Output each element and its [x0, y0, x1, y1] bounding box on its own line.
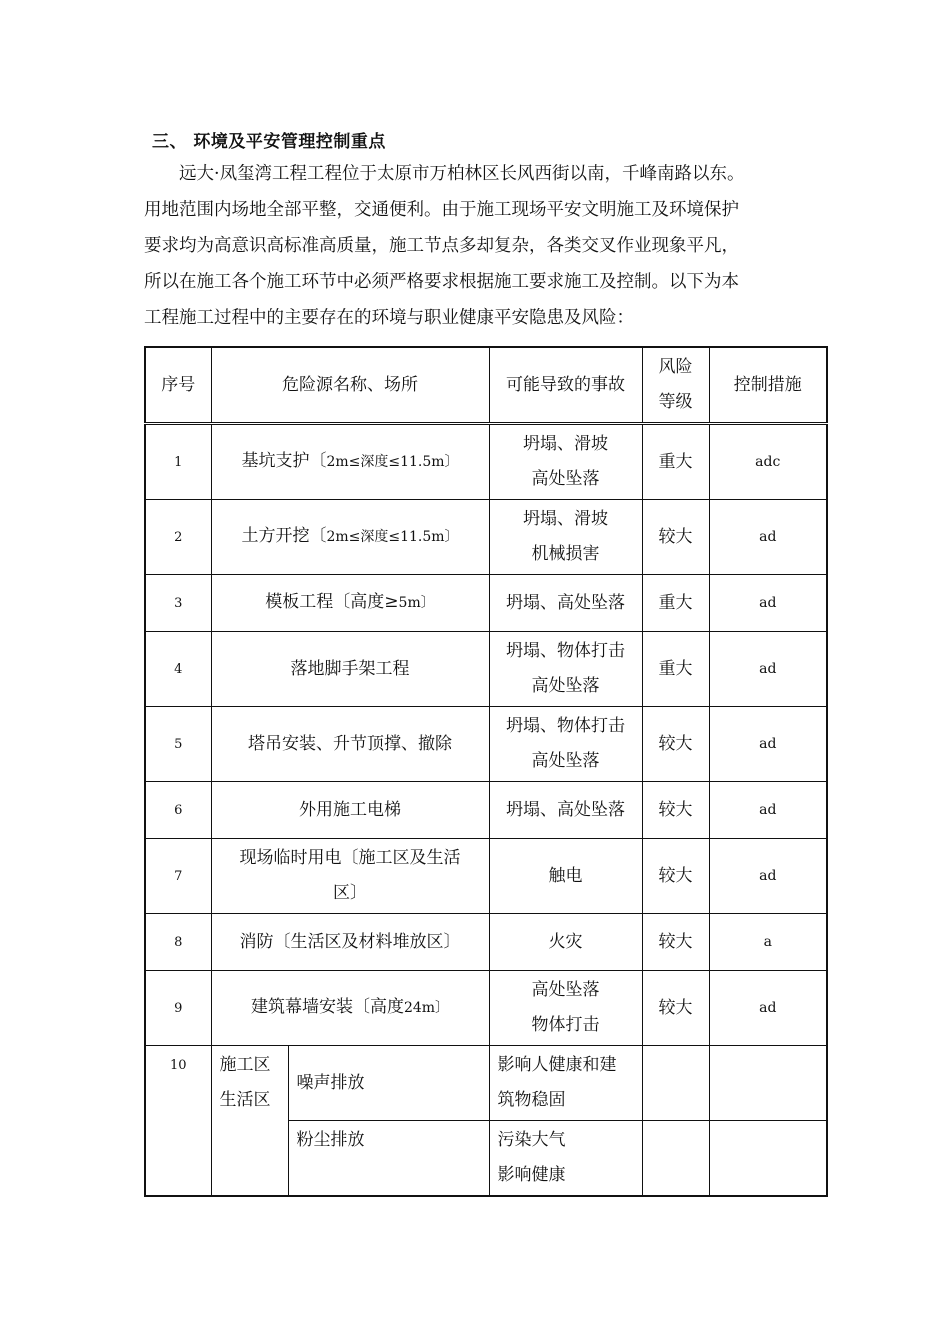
row-no: 2: [145, 500, 211, 575]
row-control: ad: [709, 971, 827, 1046]
row-hazard: 落地脚手架工程: [211, 632, 489, 707]
paragraph-line: 所以在施工各个施工环节中必须严格要求根据施工要求施工及控制。以下为本: [144, 272, 739, 292]
row-accident: 触电: [489, 839, 642, 914]
paragraph-line: 用地范围内场地全部平整，交通便利。由于施工现场平安文明施工及环境保护: [144, 200, 739, 220]
row-accident: 火灾: [489, 914, 642, 971]
row-level: 重大: [642, 632, 709, 707]
table-row: [145, 632, 827, 707]
row-level: 较大: [642, 839, 709, 914]
row-level: 较大: [642, 971, 709, 1046]
row-hazard: 外用施工电梯: [211, 782, 489, 839]
row-control: [709, 1121, 827, 1197]
row-control: a: [709, 914, 827, 971]
header-hazard: 危险源名称、场所: [211, 347, 489, 424]
row-control: adc: [709, 424, 827, 500]
row-level: 较大: [642, 914, 709, 971]
row-control: ad: [709, 782, 827, 839]
intro-paragraph: [144, 156, 826, 336]
header-level-line: 等级: [658, 392, 693, 412]
row-no: 8: [145, 914, 211, 971]
section-heading: 三、 环境及平安管理控制重点: [152, 132, 386, 152]
table-row: [145, 707, 827, 782]
row-accident: 坍塌、高处坠落: [489, 575, 642, 632]
table-header-row: [145, 347, 827, 424]
table-row: [145, 914, 827, 971]
row-hazard: 模板工程〔高度≥5m〕: [211, 575, 489, 632]
row-level: 重大: [642, 424, 709, 500]
paragraph-line: 工程施工过程中的主要存在的环境与职业健康平安隐患及风险：: [144, 308, 634, 328]
table-row: [145, 782, 827, 839]
row-hazard: 基坑支护〔2m≤深度≤11.5m〕: [211, 424, 489, 500]
paragraph-line: 要求均为高意识高标准高质量，施工节点多却复杂，各类交叉作业现象平凡，: [144, 236, 739, 256]
row-hazard: 建筑幕墙安装〔高度24m〕: [211, 971, 489, 1046]
row-accident: 污染大气 影响健康: [489, 1121, 642, 1197]
row-hazard: 噪声排放: [288, 1046, 489, 1121]
row-level: 重大: [642, 575, 709, 632]
row-control: ad: [709, 500, 827, 575]
table-row: [145, 839, 827, 914]
row-accident: 坍塌、滑坡 机械损害: [489, 500, 642, 575]
row-accident: 高处坠落 物体打击: [489, 971, 642, 1046]
table-row: [145, 575, 827, 632]
row-no: 6: [145, 782, 211, 839]
row-no: 9: [145, 971, 211, 1046]
row-no: 10: [145, 1046, 211, 1197]
table-row: [145, 1046, 827, 1121]
row-level: 较大: [642, 782, 709, 839]
header-accident: 可能导致的事故: [489, 347, 642, 424]
header-control: 控制措施: [709, 347, 827, 424]
row-no: 4: [145, 632, 211, 707]
row-no: 3: [145, 575, 211, 632]
row-accident: 坍塌、物体打击 高处坠落: [489, 632, 642, 707]
row-accident: 坍塌、滑坡 高处坠落: [489, 424, 642, 500]
risk-table: [144, 346, 828, 1197]
table-row: [145, 424, 827, 500]
row-control: [709, 1046, 827, 1121]
row-hazard: 土方开挖〔2m≤深度≤11.5m〕: [211, 500, 489, 575]
row-hazard: 消防〔生活区及材料堆放区〕: [211, 914, 489, 971]
table-row: [145, 500, 827, 575]
row-no: 5: [145, 707, 211, 782]
row-hazard: 粉尘排放: [288, 1121, 489, 1197]
row-no: 7: [145, 839, 211, 914]
header-level: [642, 347, 709, 424]
row-control: ad: [709, 632, 827, 707]
row-control: ad: [709, 707, 827, 782]
row-control: ad: [709, 575, 827, 632]
header-level-line: 风险: [658, 357, 693, 377]
header-no: 序号: [145, 347, 211, 424]
row-hazard: 现场临时用电〔施工区及生活 区〕: [211, 839, 489, 914]
row-control: ad: [709, 839, 827, 914]
row-level: [642, 1121, 709, 1197]
row-level: 较大: [642, 500, 709, 575]
row-area: 施工区 生活区: [211, 1046, 288, 1197]
table-row: [145, 971, 827, 1046]
row-level: [642, 1046, 709, 1121]
paragraph-line: 远大·凤玺湾工程工程位于太原市万柏林区长风西街以南，千峰南路以东。: [179, 164, 745, 184]
row-no: 1: [145, 424, 211, 500]
row-accident: 坍塌、高处坠落: [489, 782, 642, 839]
row-accident: 坍塌、物体打击 高处坠落: [489, 707, 642, 782]
row-accident: 影响人健康和建 筑物稳固: [489, 1046, 642, 1121]
row-level: 较大: [642, 707, 709, 782]
row-hazard: 塔吊安装、升节顶撑、撤除: [211, 707, 489, 782]
